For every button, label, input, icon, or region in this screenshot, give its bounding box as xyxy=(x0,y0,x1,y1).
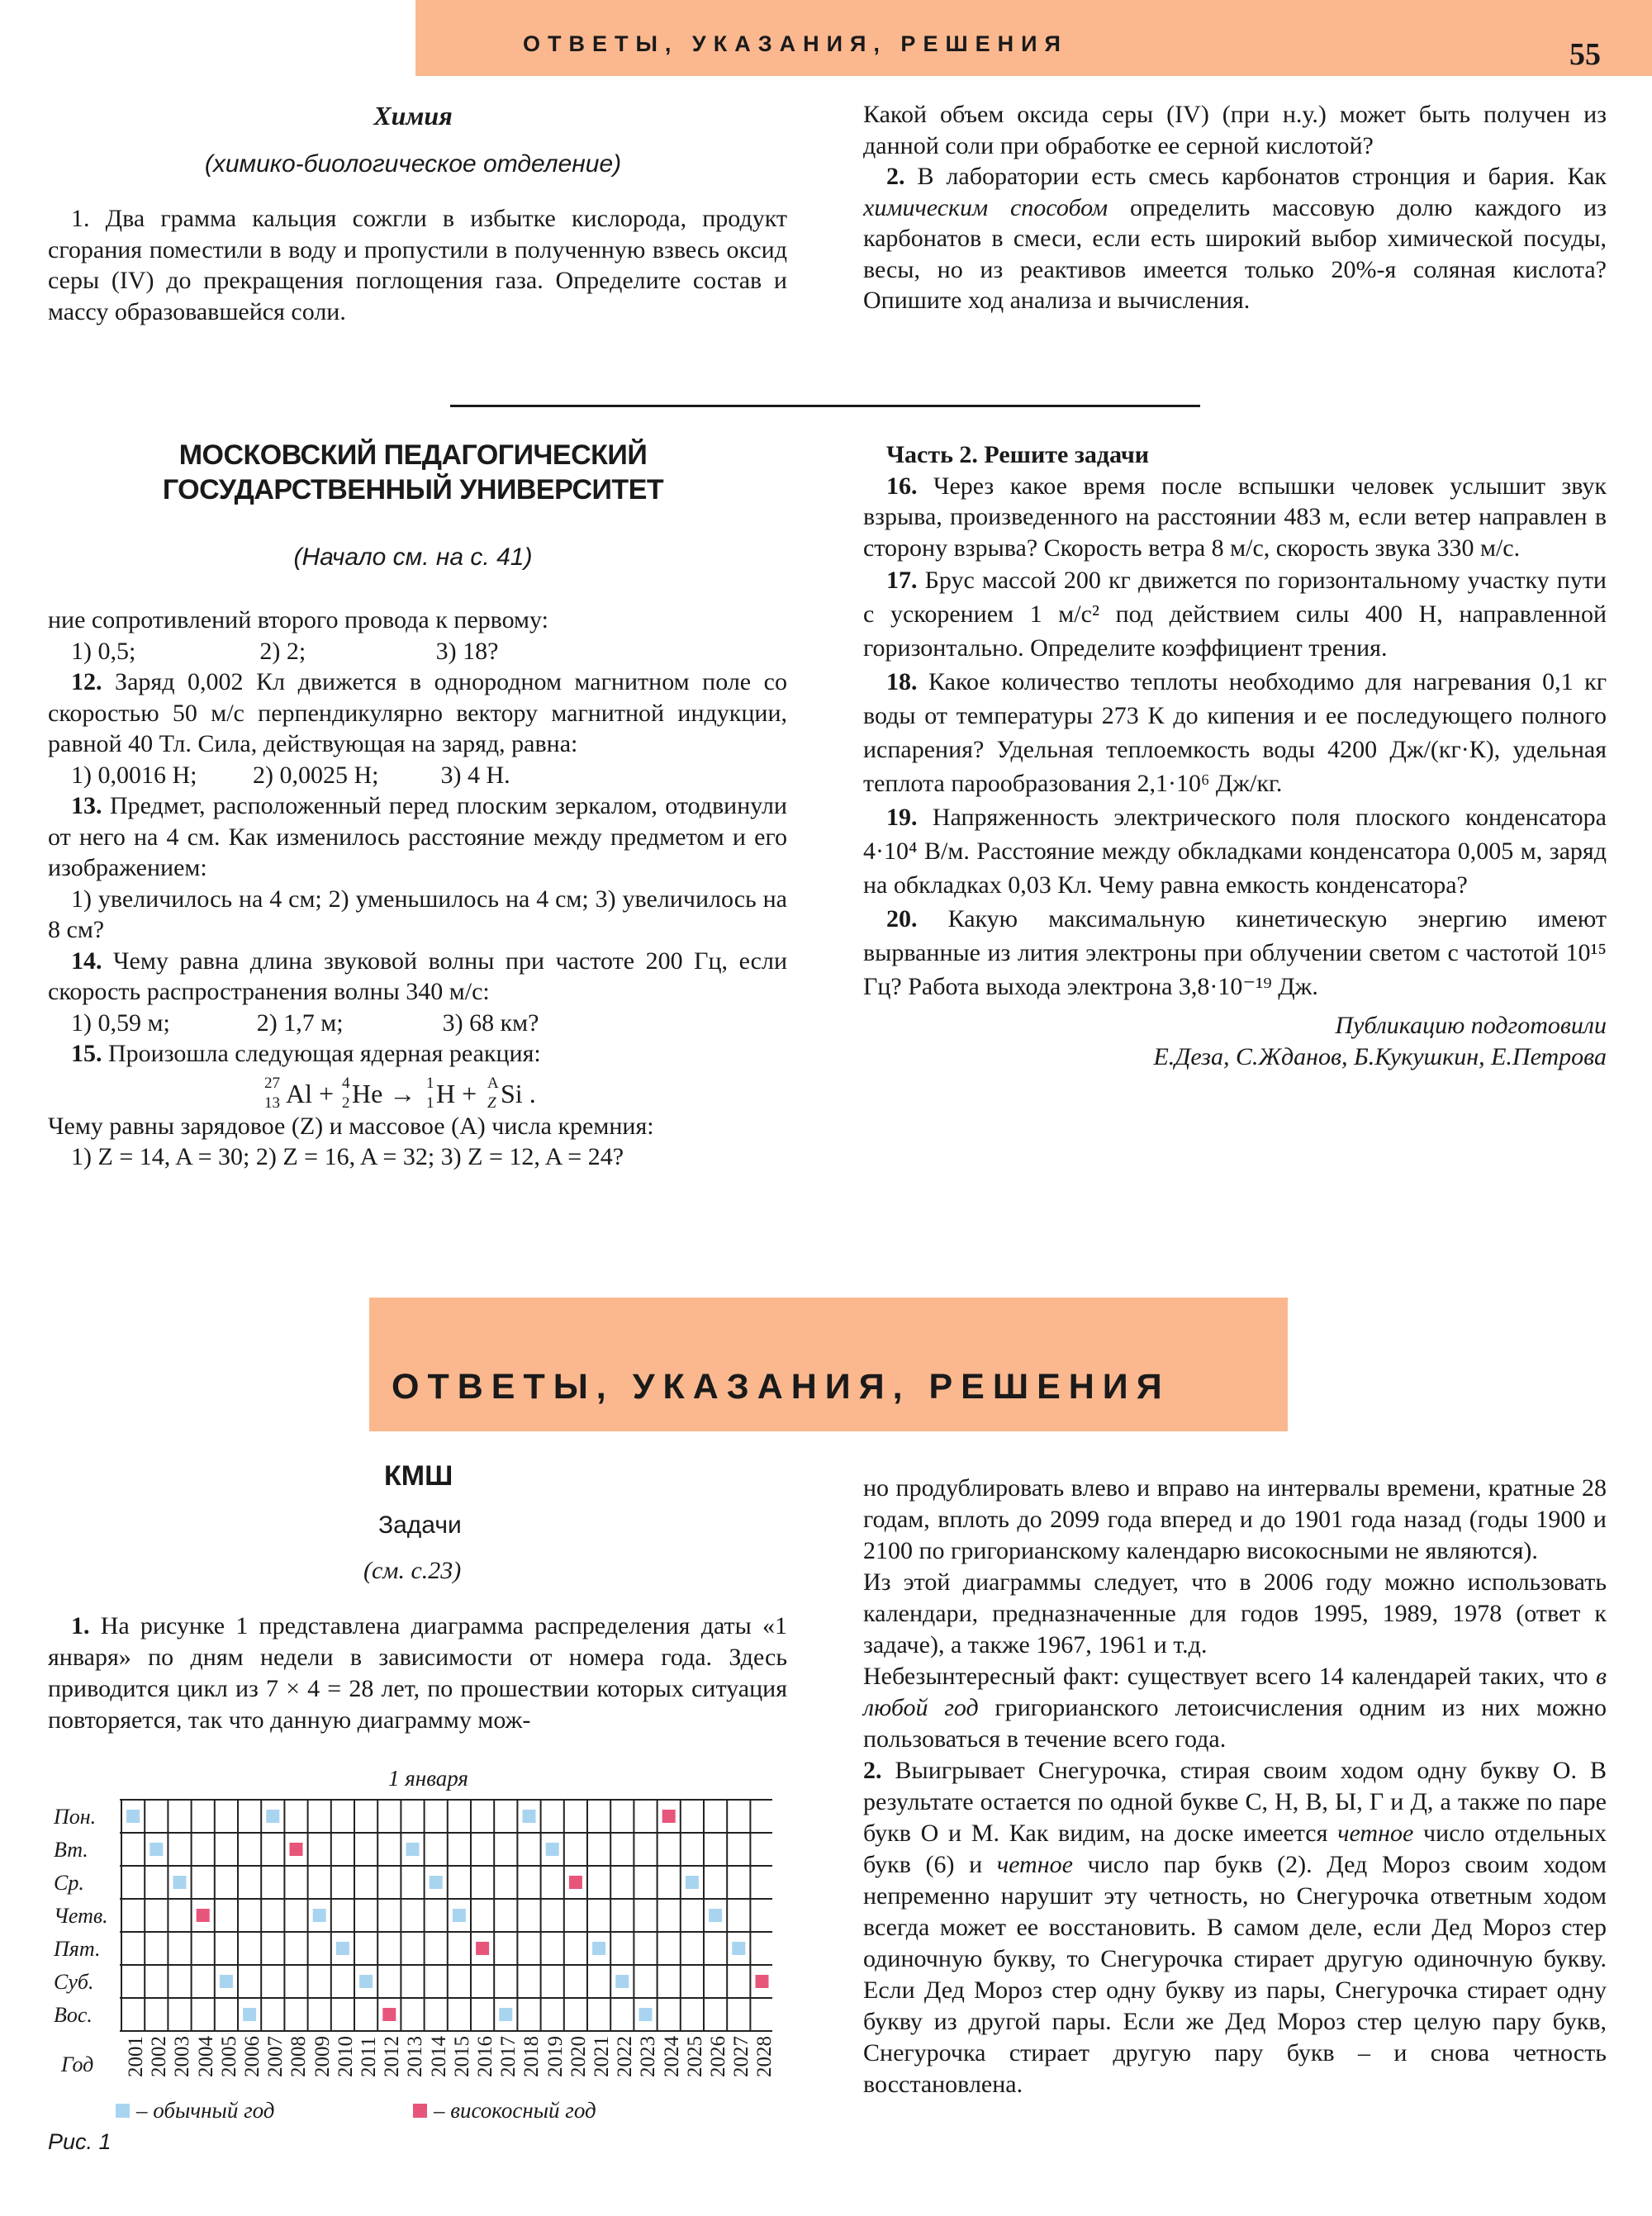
leap-year-mark xyxy=(197,1909,210,1922)
calendar-chart xyxy=(120,1798,772,2050)
chart-year-label: 2017 xyxy=(497,2036,520,2077)
chart-row-label: Пят. xyxy=(54,1937,101,1961)
chart-row-label: Суб. xyxy=(54,1970,94,1994)
chart-year-label: 2005 xyxy=(217,2036,240,2077)
chart-year-label: 2013 xyxy=(404,2036,427,2077)
svg-text:1: 1 xyxy=(425,1074,434,1092)
chart-title: 1 января xyxy=(388,1766,468,1791)
q20: 20. Какую максимальную кинетическую энергию имеют вырванные из лития электроны при облучении светом с частотой 10¹⁵ Гц? Работа выхода электрона 3,8·10⁻¹⁹ Дж. xyxy=(863,905,1607,1000)
chart-year-label: 2022 xyxy=(614,2036,637,2077)
svg-text:4: 4 xyxy=(341,1074,349,1092)
normal-year-mark xyxy=(359,1975,373,1988)
chart-year-label: 2003 xyxy=(171,2036,194,2077)
figure-caption: Рис. 1 xyxy=(48,2129,112,2154)
chart-year-label: 2021 xyxy=(591,2036,613,2077)
svg-text:H +: H + xyxy=(435,1078,477,1108)
chemistry-problem-1: 1. Два грамма кальция сожгли в избытке кислорода, продукт сгорания поместили в воду и пропустили в полученную взвесь оксид серы (IV) до прекращения поглощения газа. Определите состав и массу образовавшейся соли. xyxy=(48,205,787,325)
normal-year-mark xyxy=(615,1975,629,1988)
legend-normal: – обычный год xyxy=(116,2098,274,2123)
svg-text:A: A xyxy=(487,1074,499,1092)
svg-text:Z: Z xyxy=(487,1094,496,1112)
answer-1-fact: Небезынтересный факт: существует всего 14 календарей таких, что в любой год григорианского летоисчисления одним из них можно пользоваться в течение всего года. xyxy=(863,1663,1607,1753)
chart-year-label: 2018 xyxy=(520,2036,544,2077)
chart-x-label: Год xyxy=(61,2052,94,2076)
answer-1-cont: но продублировать влево и вправо на интервалы времени, кратные 28 годам, вплоть до 2099 года вперед и до 1901 года назад (годы 1900 и 2100 по григорианскому календарю високосными не являются). xyxy=(863,1474,1607,1564)
svg-text:He →: He → xyxy=(351,1078,415,1108)
answers-band xyxy=(369,1298,1288,1431)
q14-answers: 1) 0,59 м; 2) 1,7 м; 3) 68 км? xyxy=(71,1008,539,1037)
university-left-column xyxy=(48,605,787,1173)
q11-tail: ние сопротивлений второго провода к первому: xyxy=(48,606,548,633)
chart-year-label: 2002 xyxy=(148,2036,171,2077)
normal-year-mark xyxy=(336,1942,349,1955)
chart-year-label: 2024 xyxy=(660,2036,683,2077)
q15-question: Чему равны зарядовое (Z) и массовое (A) числа кремния: xyxy=(48,1112,654,1140)
university-title: МОСКОВСКИЙ ПЕДАГОГИЧЕСКИЙ ГОСУДАРСТВЕННЫЙ УНИВЕРСИТЕТ xyxy=(162,439,664,505)
chart-year-label: 2016 xyxy=(474,2036,496,2077)
chemistry-left-column xyxy=(48,203,787,327)
chart-year-label: 2025 xyxy=(683,2036,706,2077)
chart-year-label: 2011 xyxy=(358,2036,380,2077)
chart-year-label: 2009 xyxy=(311,2036,334,2077)
q19: 19. Напряженность электрического поля плоского конденсатора 4·10⁴ В/м. Расстояние между обкладками конденсатора 0,005 м, заряд на обкладках 0,03 Кл. Чему равна емкость конденсатора? xyxy=(863,804,1607,899)
chart-year-label: 2004 xyxy=(194,2036,217,2077)
chemistry-problem-2: 2. В лаборатории есть смесь карбонатов стронция и бария. Как химическим способом определить массовую долю каждого из карбонатов в смеси, если есть широкий выбор химической посуды, весы, но из реактивов имеется только 20%-я соляная кислота? Опишите ход анализа и вычисления. xyxy=(863,163,1607,314)
chart-year-label: 2008 xyxy=(287,2036,311,2077)
chart-row-label: Вос. xyxy=(54,2003,93,2027)
legend-leap-swatch xyxy=(413,2104,427,2118)
answers-right-column xyxy=(863,1473,1607,2100)
normal-year-mark xyxy=(406,1843,420,1856)
normal-year-mark xyxy=(709,1909,722,1922)
kmsh-heading: КМШ xyxy=(384,1460,453,1492)
normal-year-mark xyxy=(499,2008,512,2021)
chart-year-label: 2019 xyxy=(544,2036,567,2077)
page-number: 55 xyxy=(1569,37,1601,72)
chart-year-label: 2006 xyxy=(241,2036,263,2077)
answers-title: ОТВЕТЫ, УКАЗАНИЯ, РЕШЕНИЯ xyxy=(392,1367,1170,1407)
chemistry-subtitle: (химико-биологическое отделение) xyxy=(204,150,622,178)
answer-1: 1. На рисунке 1 представлена диаграмма распределения даты «1 января» по дням недели в зависимости от номера года. Здесь приводится цикл из 7 × 4 = 28 лет, по прошествии которых ситуация повторяется, так что данную диаграмму мож- xyxy=(48,1612,787,1734)
normal-year-mark xyxy=(150,1843,163,1856)
chart-year-label: 2026 xyxy=(707,2036,729,2077)
chart-year-label: 2001 xyxy=(125,2036,147,2077)
svg-text:27: 27 xyxy=(263,1074,280,1092)
leap-year-mark xyxy=(569,1876,582,1889)
normal-year-mark xyxy=(523,1810,536,1823)
normal-year-mark xyxy=(313,1909,326,1922)
q15-answers: 1) Z = 14, A = 30; 2) Z = 16, A = 32; 3) Z = 12, A = 24? xyxy=(71,1143,624,1170)
svg-text:Al +: Al + xyxy=(285,1078,334,1108)
chart-year-label: 2015 xyxy=(450,2036,473,2077)
svg-text:Si .: Si . xyxy=(500,1078,536,1108)
normal-year-mark xyxy=(266,1810,279,1823)
leap-year-mark xyxy=(382,2008,396,2021)
normal-year-mark xyxy=(173,1876,187,1889)
chart-year-label: 2020 xyxy=(567,2036,590,2077)
chart-year-label: 2010 xyxy=(334,2036,357,2077)
svg-text:13: 13 xyxy=(263,1094,280,1112)
leap-year-mark xyxy=(756,1975,769,1988)
q13-answers: 1) увеличилось на 4 см; 2) уменьшилось на 4 см; 3) увеличилось на 8 см? xyxy=(48,885,787,943)
chart-year-label: 2014 xyxy=(427,2036,450,2077)
chemistry-problem-1-cont: Какой объем оксида серы (IV) (при н.у.) может быть получен из данной соли при обработке ее серной кислотой? xyxy=(863,101,1607,159)
q12-answers: 1) 0,0016 Н; 2) 0,0025 Н; 3) 4 Н. xyxy=(71,761,510,789)
tasks-heading: Задачи xyxy=(378,1511,462,1539)
q17: 17. Брус массой 200 кг движется по горизонтальному участку пути с ускорением 1 м/с² под действием силы 400 Н, направленной горизонтально. Определите коэффициент трения. xyxy=(863,567,1607,662)
q16: 16. Через какое время после вспышки человек услышит звук взрыва, произведенного на расстоянии 483 м, если ветер направлен в сторону взрыва? Скорость ветра 8 м/с, скорость звука 330 м/с. xyxy=(863,472,1607,562)
leap-year-mark xyxy=(662,1810,676,1823)
normal-year-mark xyxy=(126,1810,140,1823)
normal-year-mark xyxy=(546,1843,559,1856)
normal-year-mark xyxy=(686,1876,699,1889)
legend-normal-swatch xyxy=(116,2104,130,2118)
normal-year-mark xyxy=(453,1909,466,1922)
q18: 18. Какое количество теплоты необходимо для нагревания 0,1 кг воды от температуры 273 К до кипения и ее последующего полного испарения? Удельная теплоемкость воды 4200 Дж/(кг·К), удельная теплота парообразования 2,1·10⁶ Дж/кг. xyxy=(863,668,1607,797)
page-reference: (см. с.23) xyxy=(363,1557,462,1584)
legend-leap: – високосный год xyxy=(413,2098,596,2123)
answers-left-column xyxy=(48,1611,787,1736)
normal-year-mark xyxy=(430,1876,443,1889)
leap-year-mark xyxy=(476,1942,489,1955)
normal-year-mark xyxy=(592,1942,605,1955)
q14: 14. Чему равна длина звуковой волны при частоте 200 Гц, если скорость распространения волны 340 м/с: xyxy=(48,947,787,1005)
chemistry-right-column xyxy=(863,99,1607,316)
chart-row-label: Вт. xyxy=(54,1838,88,1862)
chart-row-label: Четв. xyxy=(54,1904,108,1928)
q12: 12. Заряд 0,002 Кл движется в однородном магнитном поле со скоростью 50 м/с перпендикулярно вектору магнитной индукции, равной 40 Тл. Сила, действующая на заряд, равна: xyxy=(48,668,787,757)
chart-year-label: 2027 xyxy=(730,2036,753,2077)
chart-row-label: Ср. xyxy=(54,1871,84,1895)
normal-year-mark xyxy=(220,1975,233,1988)
q13: 13. Предмет, расположенный перед плоским зеркалом, отодвинули от него на 4 см. Как изменилось расстояние между предметом и его изображением: xyxy=(48,792,787,881)
chemistry-title: Химия xyxy=(373,101,453,130)
normal-year-mark xyxy=(732,1942,745,1955)
normal-year-mark xyxy=(639,2008,653,2021)
header-title: ОТВЕТЫ, УКАЗАНИЯ, РЕШЕНИЯ xyxy=(523,31,1068,56)
nuclear-reaction-svg xyxy=(261,1071,575,1113)
chart-year-label: 2012 xyxy=(381,2036,404,2077)
chart-year-label: 2007 xyxy=(264,2036,287,2077)
normal-year-mark xyxy=(243,2008,256,2021)
part2-heading: Часть 2. Решите задачи xyxy=(886,441,1150,468)
svg-text:2: 2 xyxy=(341,1094,349,1112)
credits-label: Публикацию подготовили xyxy=(1335,1012,1607,1039)
q11-answers: 1) 0,5; 2) 2; 3) 18? xyxy=(71,637,499,665)
section-divider xyxy=(450,405,1200,407)
answer-2: 2. Выигрывает Снегурочка, стирая своим ходом одну букву О. В результате остается по одной букве С, Н, В, Ы, Г и Д, а также по паре букв О и М. Как видим, на доске имеется четное число отдельных букв (6) и четное число пар букв (2). Дед Мороз своим ходом непременно нарушит эту четность, но Снегурочка ответным ходом всегда может ее восстановить. В самом деле, если Дед Мороз стер одиночную букву, то Снегурочка стирает другую одиночную букву. Если Дед Мороз стер одну букву из пары, Снегурочка стирает одну букву из другой пары. Если же Дед Мороз стер целую пару букв, Снегурочка стирает другую пару букв – и снова четность восстановлена. xyxy=(863,1757,1607,2098)
chart-row-label: Пон. xyxy=(54,1805,97,1829)
svg-text:1: 1 xyxy=(425,1094,434,1112)
chart-year-label: 2023 xyxy=(637,2036,660,2077)
chart-year-label: 2028 xyxy=(753,2036,776,2077)
university-continued: (Начало см. на с. 41) xyxy=(293,543,533,571)
credits-authors: Е.Деза, С.Жданов, Б.Кукушкин, Е.Петрова xyxy=(1153,1042,1607,1070)
q15: 15. Произошла следующая ядерная реакция: xyxy=(71,1040,541,1067)
university-right-column xyxy=(863,439,1607,1072)
nuclear-reaction-formula xyxy=(48,1070,787,1111)
answer-1-result: Из этой диаграммы следует, что в 2006 году можно использовать календари, предназначенные для годов 1995, 1989, 1978 (ответ к задаче), а также 1967, 1961 и т.д. xyxy=(863,1568,1607,1658)
leap-year-mark xyxy=(290,1843,303,1856)
